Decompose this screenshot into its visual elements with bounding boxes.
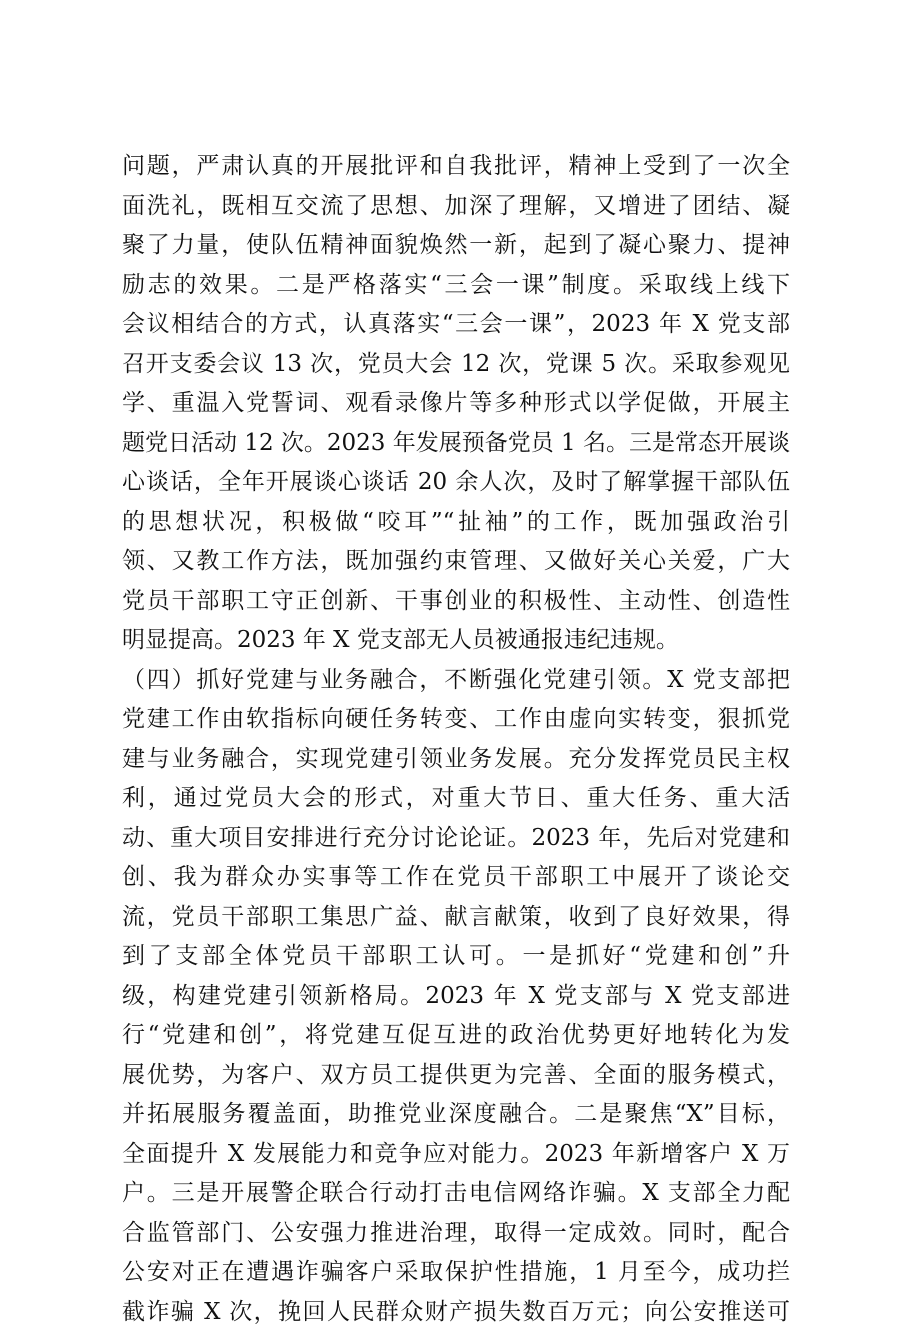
- text-line: 流，党员干部职工集思广益、献言献策，收到了良好效果，得: [122, 898, 790, 938]
- text-line: 题党日活动 12 次。2023 年发展预备党员 1 名。三是常态开展谈: [122, 424, 790, 464]
- text-line: 面洗礼，既相互交流了思想、加深了理解，又增进了团结、凝: [122, 187, 790, 227]
- text-line: 问题，严肃认真的开展批评和自我批评，精神上受到了一次全: [122, 147, 790, 187]
- text-line: 心谈话，全年开展谈心谈话 20 余人次，及时了解掌握干部队伍: [122, 463, 790, 503]
- text-line: 党建工作由软指标向硬任务转变、工作由虚向实转变，狠抓党: [122, 700, 790, 740]
- text-line: 到了支部全体党员干部职工认可。一是抓好“党建和创”升: [122, 937, 790, 977]
- text-line: 公安对正在遭遇诈骗客户采取保护性措施，1 月至今，成功拦: [122, 1253, 790, 1293]
- section-heading-line: （四）抓好党建与业务融合，不断强化党建引领。X 党支部把: [122, 661, 790, 701]
- text-line: 励志的效果。二是严格落实“三会一课”制度。采取线上线下: [122, 266, 790, 306]
- text-line: 党员干部职工守正创新、干事创业的积极性、主动性、创造性: [122, 582, 790, 622]
- text-line: 会议相结合的方式，认真落实“三会一课”，2023 年 X 党支部: [122, 305, 790, 345]
- text-line: 并拓展服务覆盖面，助推党业深度融合。二是聚焦“X”目标，: [122, 1095, 790, 1135]
- text-line: 聚了力量，使队伍精神面貌焕然一新，起到了凝心聚力、提神: [122, 226, 790, 266]
- text-line: 利，通过党员大会的形式，对重大节日、重大任务、重大活: [122, 779, 790, 819]
- text-line: 领、又教工作方法，既加强约束管理、又做好关心关爱，广大: [122, 542, 790, 582]
- text-line: 截诈骗 X 次，挽回人民群众财产损失数百万元；向公安推送可: [122, 1293, 790, 1332]
- text-line: 建与业务融合，实现党建引领业务发展。充分发挥党员民主权: [122, 740, 790, 780]
- text-line: 户。三是开展警企联合行动打击电信网络诈骗。X 支部全力配: [122, 1174, 790, 1214]
- document-body: [122, 147, 790, 1332]
- text-line: 展优势，为客户、双方员工提供更为完善、全面的服务模式，: [122, 1056, 790, 1096]
- text-line: 的思想状况，积极做“咬耳”“扯袖”的工作，既加强政治引: [122, 503, 790, 543]
- text-line: 创、我为群众办实事等工作在党员干部职工中展开了谈论交: [122, 858, 790, 898]
- text-line: 合监管部门、公安强力推进治理，取得一定成效。同时，配合: [122, 1214, 790, 1254]
- text-line: 动、重大项目安排进行充分讨论论证。2023 年，先后对党建和: [122, 819, 790, 859]
- text-line: 行“党建和创”，将党建互促互进的政治优势更好地转化为发: [122, 1016, 790, 1056]
- text-line: 明显提高。2023 年 X 党支部无人员被通报违纪违规。: [122, 621, 790, 661]
- text-line: 级，构建党建引领新格局。2023 年 X 党支部与 X 党支部进: [122, 977, 790, 1017]
- text-line: 学、重温入党誓词、观看录像片等多种形式以学促做，开展主: [122, 384, 790, 424]
- text-line: 全面提升 X 发展能力和竞争应对能力。2023 年新增客户 X 万: [122, 1135, 790, 1175]
- text-line: 召开支委会议 13 次，党员大会 12 次，党课 5 次。采取参观见: [122, 345, 790, 385]
